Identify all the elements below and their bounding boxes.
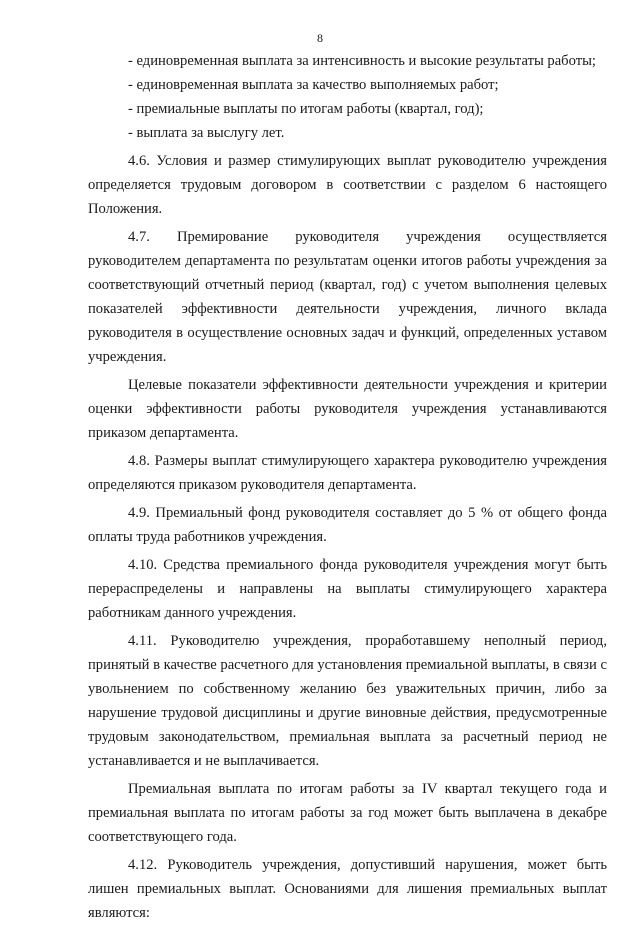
paragraph-4-6: 4.6. Условия и размер стимулирующих выплат руководителю учреждения определяется трудовым договором в соответствии с разделом 6 настоящего Положения. [88, 153, 607, 217]
list-item: - премиальные выплаты по итогам работы (квартал, год); [128, 101, 484, 117]
list-item: - выплата за выслугу лет. [128, 125, 285, 141]
document-body [88, 49, 607, 925]
paragraph-4-12: 4.12. Руководитель учреждения, допустивший нарушения, может быть лишен премиальных выплат. Основаниями для лишения премиальных выплат являются: [88, 857, 607, 921]
page-number: 8 [317, 31, 323, 45]
list-item: - единовременная выплата за интенсивность и высокие результаты работы; [128, 53, 596, 69]
paragraph-4-11: 4.11. Руководителю учреждения, проработавшему неполный период, принятый в качестве расчетного для установления премиальной выплаты, в связи с увольнением по собственному желанию без уважительных причин, либо за нарушение трудовой дисциплины и другие виновные действия, предусмотренные трудовым законодательством, премиальная выплата за расчетный период не устанавливается и не выплачивается. [88, 633, 607, 769]
paragraph-4-10: 4.10. Средства премиального фонда руководителя учреждения могут быть перераспределены и направлены на выплаты стимулирующего характера работникам данного учреждения. [88, 557, 607, 621]
paragraph-4-8: 4.8. Размеры выплат стимулирующего характера руководителю учреждения определяются приказом руководителя департамента. [88, 453, 607, 493]
paragraph-4-9: 4.9. Премиальный фонд руководителя составляет до 5 % от общего фонда оплаты труда работников учреждения. [88, 505, 607, 545]
paragraph-target-indicators: Целевые показатели эффективности деятельности учреждения и критерии оценки эффективности работы руководителя учреждения устанавливаются приказом департамента. [88, 377, 607, 441]
paragraph-quarter-iv-bonus: Премиальная выплата по итогам работы за IV квартал текущего года и премиальная выплата по итогам работы за год может быть выплачена в декабре соответствующего года. [88, 781, 607, 845]
list-item: - единовременная выплата за качество выполняемых работ; [128, 77, 499, 93]
paragraph-4-7: 4.7. Премирование руководителя учреждения осуществляется руководителем департамента по результатам оценки итогов работы учреждения за соответствующий отчетный период (квартал, год) с учетом выполнения целевых показателей эффективности деятельности учреждения, личного вклада руководителя в осуществление основных задач и функций, определенных уставом учреждения. [88, 229, 607, 365]
